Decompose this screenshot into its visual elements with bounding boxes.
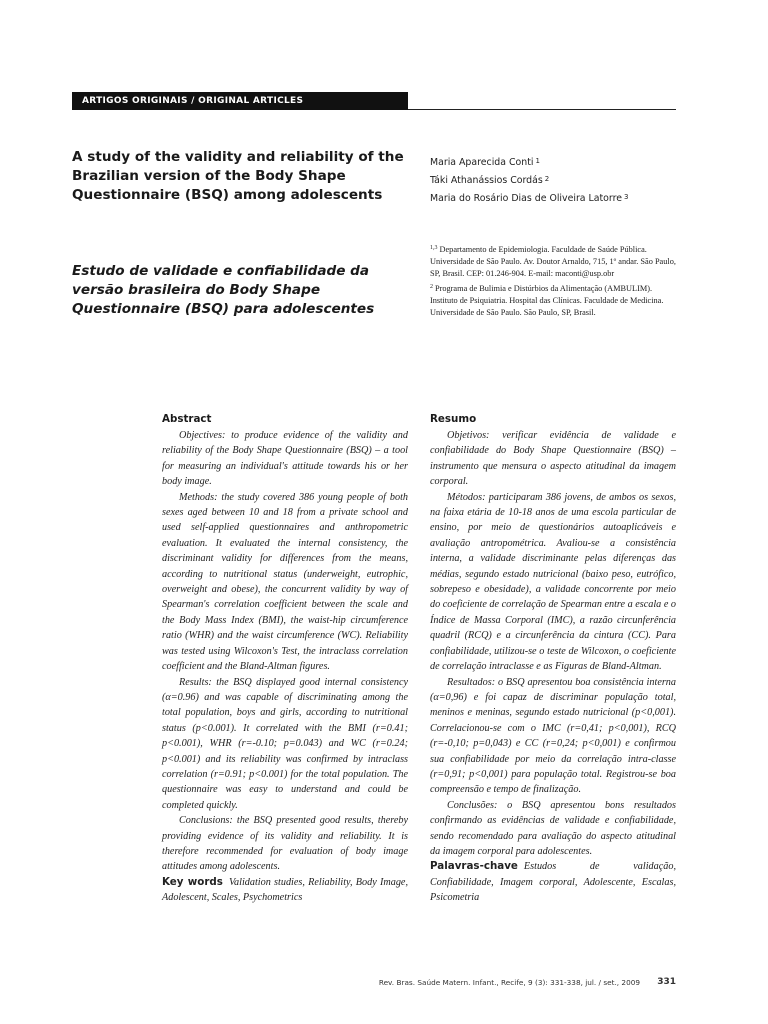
resumo-paragraph: Resultados: o BSQ apresentou boa consistência interna (α=0,96) e foi capaz de discriminar população total, meninos e meninas, segundo estado nutricional (p<0,001). Correlacionou-se com o IMC (r=0,41; p<0,001), RCQ (r=-0,10; p=0,043) e CC (r=0,24; p<0,001) e confirmou sua confiabilidade por meio da correlação intra-classe (r=0,91; p<0,001) para população total. Registrou-se boa compreensão e tempo de finalização. [430, 676, 676, 796]
resumo-heading: Resumo [430, 413, 477, 425]
resumo-paragraph: Objetivos: verificar evidência de validade e confiabilidade do Body Shape Questionnaire (BSQ) – instrumento que mensura o aspecto atitudinal da imagem corporal. [430, 430, 676, 488]
author-list [430, 153, 690, 207]
author-item: Maria Aparecida Conti $^1$ [430, 157, 540, 168]
abstract-heading: Abstract [162, 413, 212, 425]
palavras-chave-text: Estudos de validação, Confiabilidade, Imagem corporal, Adolescente, Escalas, Psicometria [430, 861, 676, 904]
palavras-chave-label: Palavras-chave [430, 860, 518, 873]
article-title-portuguese: Estudo de validade e confiabilidade da versão brasileira do Body Shape Questionnaire (BSQ) para adolescentes [72, 263, 375, 317]
affiliation-item: $^2$ Programa de Bulimia e Distúrbios da Alimentação (AMBULIM). Instituto de Psiquiatria. Hospital das Clínicas. Faculdade de Medicina. Universidade de São Paulo. São Paulo, SP, Brasil. [430, 283, 664, 318]
section-label: ARTIGOS ORIGINAIS / ORIGINAL ARTICLES [82, 96, 304, 106]
resumo-paragraph: Conclusões: o BSQ apresentou bons resultados confirmando as evidências de validade e confiabilidade, sendo recomendado para avaliação do aspecto atitudinal da imagem corporal para adolescentes. [430, 799, 676, 857]
author-item: Táki Athanássios Cordás $^2$ [430, 175, 550, 186]
affiliation-item: $^{1,3}$ Departamento de Epidemiologia. Faculdade de Saúde Pública. Universidade de São Paulo. Av. Doutor Arnaldo, 715, 1º andar. São Paulo, SP, Brasil. CEP: 01.246-904. E-mail: maconti@usp.obr [430, 245, 676, 279]
abstract-paragraph: Methods: the study covered 386 young people of both sexes aged between 10 and 18 from a private school and used self-applied questionnaires and anthropometric evaluation. It evaluated the internal consistency, the discriminant validity for differences from the means, according to nutritional status (underweight, eutrophic, overweight and obese), the concurrent validity by way of Spearman's correlation coefficient between the scale and the Body Mass Index (BMI), the waist-hip circumference ratio (WHR) and the waist circumference (WC). Reliability was tested using Wilcoxon's Test, the intraclass correlation coefficient and the Bland-Altman figures. [162, 491, 408, 673]
page-number: 331 [657, 977, 676, 987]
section-header-bar [72, 92, 408, 110]
keywords [162, 875, 408, 906]
resumo-paragraph: Métodos: participaram 386 jovens, de ambos os sexos, na faixa etária de 10-18 anos de uma escola particular de ensino, por meio de questionários autoaplicáveis e avaliação antropométrica. Avaliou-se a consistência interna, a validade discriminante pelas diferenças das médias, segundo estado nutricional (baixo peso, eutrófico, sobrepeso e obesidade), a validade concorrente por meio do coeficiente de correlação de Spearman entre a escala e o Índice de Massa Corporal (IMC), a razão circunferência quadril (RCQ) e a circunferência da cintura (CC). Para confiabilidade, utilizou-se o teste de Wilcoxon, o coeficiente de correlação intraclasse e as Figuras de Bland-Altman. [430, 491, 676, 673]
palavras-chave [430, 859, 676, 905]
header-rule [408, 109, 676, 110]
article-title-english: A study of the validity and reliability of the Brazilian version of the Body Shape Questionnaire (BSQ) among adolescents [72, 149, 404, 203]
abstract-paragraph: Results: the BSQ displayed good internal consistency (α=0.96) and was capable of discriminating among the total population, boys and girls, according to nutritional status (p<0.001). It correlated with the BMI (r=0.41; p<0.001), WHR (r=-0.10; p=0.043) and WC (r=0.24; p<0.001) and its reliability was confirmed by intraclass correlation (r=0.91; p<0.001) for the total population. The questionnaire was easy to understand and could be completed quickly. [162, 676, 408, 811]
abstract-paragraph: Conclusions: the BSQ presented good results, thereby providing evidence of its validity and reliability. It is therefore recommended for evaluation of body image attitudes among adolescents. [162, 815, 408, 873]
author-item: Maria do Rosário Dias de Oliveira Latorre $^3$ [430, 193, 629, 204]
resumo-column [430, 412, 676, 906]
abstract-column [162, 412, 408, 906]
journal-citation: Rev. Bras. Saúde Matern. Infant., Recife, 9 (3): 331-338, jul. / set., 2009 [378, 978, 640, 987]
keywords-label: Key words [162, 875, 223, 888]
abstract-paragraph: Objectives: to produce evidence of the validity and reliability of the Body Shape Questionnaire (BSQ) – a tool for measuring an individual's attitude towards his or her body image. [162, 430, 408, 488]
keywords-text: Validation studies, Reliability, Body Image, Adolescent, Scales, Psychometrics [162, 876, 408, 904]
affiliations [430, 242, 678, 319]
